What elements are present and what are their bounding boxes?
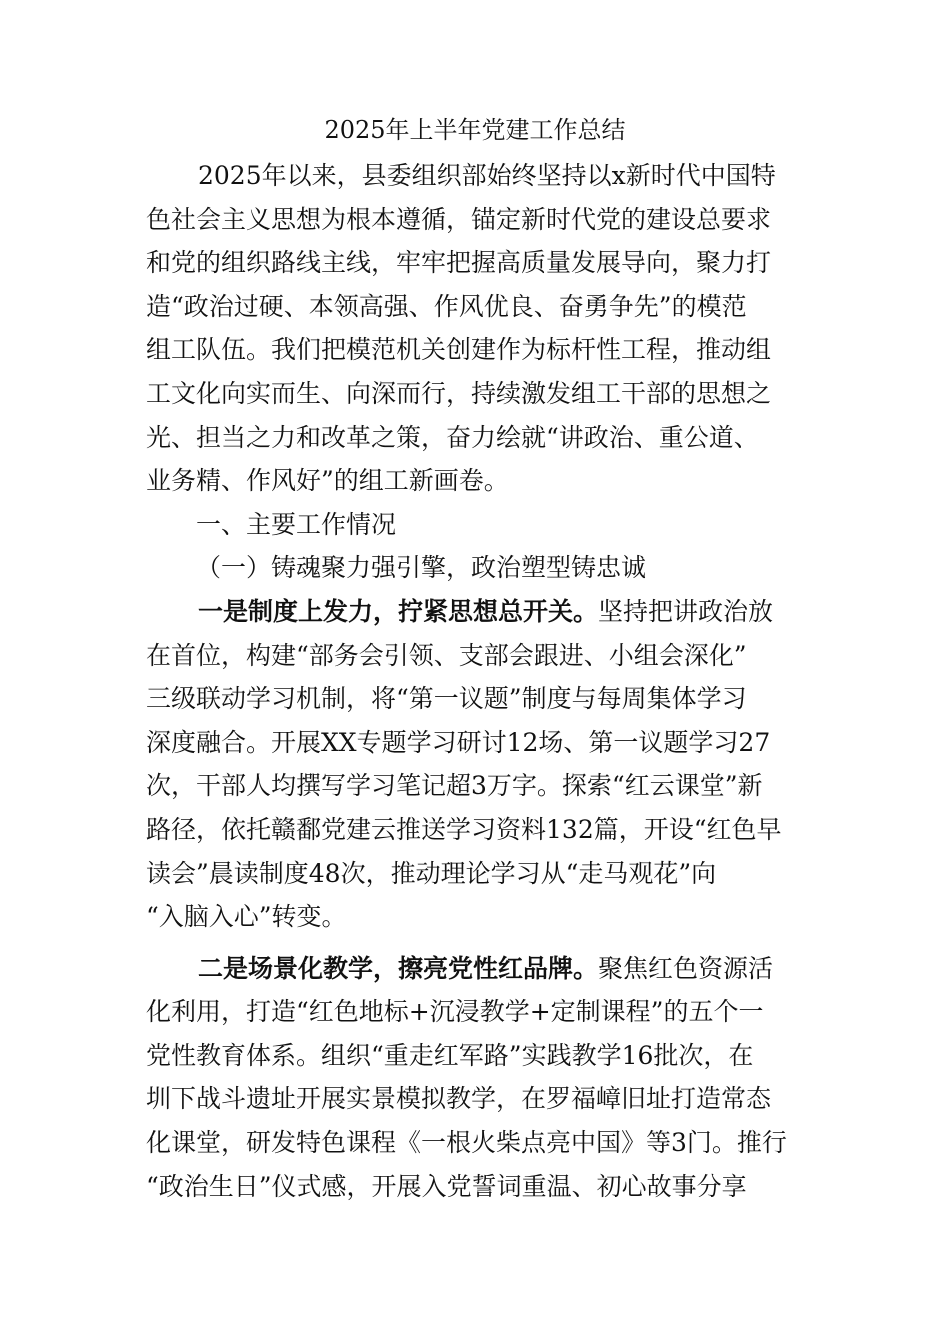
subsection-heading: （一）铸魂聚力强引擎，政治塑型铸忠诚 [196,553,647,583]
intro-line: 2025年以来，县委组织部始终坚持以x新时代中国特 [198,161,776,190]
paragraph-1-line: 次，干部人均撰写学习笔记超3万字。探索“红云课堂”新 [146,771,763,801]
paragraph-1-lead: 一是制度上发力，拧紧思想总开关。 [198,596,599,626]
paragraph-2-line: 党性教育体系。组织“重走红军路”实践教学16批次，在 [146,1040,754,1070]
intro-line: 造“政治过硬、本领高强、作风优良、奋勇争先”的模范 [146,291,747,321]
paragraph-1-first-line: 坚持把讲政治放 [598,596,774,626]
intro-line: 工文化向实而生、向深而行，持续激发组工干部的思想之 [146,378,772,408]
paragraph-1-line: “入脑入心”转变。 [146,902,347,932]
paragraph-1 [146,590,810,939]
document-body [146,154,810,1208]
paragraph-2 [146,947,810,1209]
paragraph-2-line: 圳下战斗遗址开展实景模拟教学，在罗福嶂旧址打造常态 [146,1084,772,1114]
paragraph-1-line: 三级联动学习机制，将“第一议题”制度与每周集体学习 [146,684,747,714]
intro-line: 光、担当之力和改革之策，奋力绘就“讲政治、重公道、 [146,422,759,452]
section-heading: 一、主要工作情况 [196,509,397,539]
paragraph-1-line: 在首位，构建“部务会引领、支部会跟进、小组会深化” [146,640,747,670]
intro-paragraph [146,154,810,503]
paragraph-2-line: “政治生日”仪式感，开展入党誓词重温、初心故事分享 [146,1171,747,1201]
paragraph-2-lead: 二是场景化教学，擦亮党性红品牌。 [198,953,599,983]
paragraph-2-first-line: 聚焦红色资源活 [598,953,774,983]
document-title: 2025年上半年党建工作总结 [324,116,626,144]
intro-line: 组工队伍。我们把模范机关创建作为标杆性工程，推动组 [146,335,772,365]
paragraph-1-line: 读会”晨读制度48次，推动理论学习从“走马观花”向 [146,858,717,888]
paragraph-1-line: 路径，依托赣鄱党建云推送学习资料132篇，开设“红色早 [146,814,782,844]
intro-line: 色社会主义思想为根本遵循，锚定新时代党的建设总要求 [146,204,772,234]
paragraph-1-line: 深度融合。开展XX专题学习研讨12场、第一议题学习27 [146,727,771,757]
intro-line: 和党的组织路线主线，牢牢把握高质量发展导向，聚力打 [146,248,772,278]
intro-line: 业务精、作风好”的组工新画卷。 [146,466,509,496]
paragraph-2-line: 化课堂，研发特色课程《一根火柴点亮中国》等3门。推行 [146,1128,787,1158]
paragraph-2-line: 化利用，打造“红色地标+沉浸教学+定制课程”的五个一 [146,997,764,1027]
